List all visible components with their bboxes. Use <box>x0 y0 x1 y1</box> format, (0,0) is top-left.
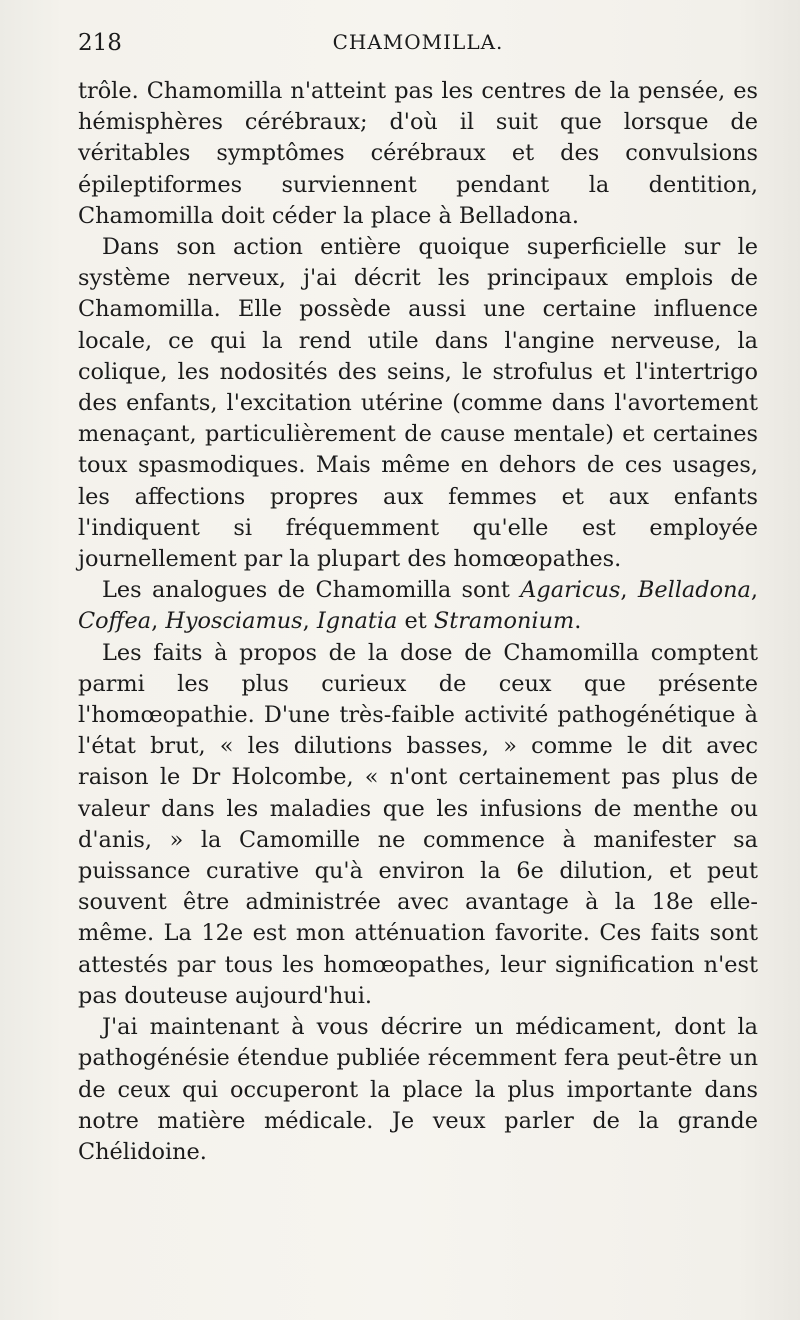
paragraph-3: Les faits à propos de la dose de Chamomilla comptent parmi les plus curieux de ceux que présente l'homœopathie. D'une très-faible activité pathogénétique à l'état brut, « les dilutions basses, » comme le dit avec raison le Dr Holcombe, « n'ont certainement pas plus de valeur dans les maladies que les infusions de menthe ou d'anis, » la Camomille ne commence à manifester sa puissance curative qu'à environ la 6e dilution, et peut souvent être administrée avec avantage à la 18e elle-même. La 12e est mon atténuation favorite. Ces faits sont attestés par tous les homœopathes, leur signification n'est pas douteuse aujourd'hui. <box>78 639 758 1009</box>
paragraph-4: J'ai maintenant à vous décrire un médicament, dont la pathogénésie étendue publiée récemment fera peut-être un de ceux qui occuperont la place la plus importante dans notre matière médicale. Je veux parler de la grande Chélidoine. <box>78 1014 758 1165</box>
paragraph-analogues: Les analogues de Chamomilla sont Agaricus, Belladona, Coffea, Hyosciamus, Ignatia et Stramonium. <box>78 577 758 635</box>
analogues-end: . <box>574 608 582 635</box>
page-header <box>78 30 758 64</box>
analogues-conj: et <box>404 608 427 635</box>
analogue-ignatia: Ignatia <box>316 608 398 635</box>
page-number: 218 <box>78 30 122 56</box>
running-title: CHAMOMILLA. <box>332 30 504 54</box>
paragraph-1: trôle. Chamomilla n'atteint pas les centres de la pensée, es hémisphères cérébraux; d'où il suit que lorsque de véritables symptômes cérébraux et des convulsions épileptiformes surviennent pendant la dentition, Chamomilla doit céder la place à Belladona. <box>78 78 758 229</box>
analogues-lead: Les analogues de Chamomilla sont <box>102 577 521 604</box>
analogue-hyosciamus: Hyosciamus <box>165 608 303 635</box>
analogue-coffea: Coffea <box>78 608 152 635</box>
analogue-agaricus: Agaricus <box>520 577 621 604</box>
paragraph-2: Dans son action entière quoique superficielle sur le système nerveux, j'ai décrit les principaux emplois de Chamomilla. Elle possède aussi une certaine influence locale, ce qui la rend utile dans l'angine nerveuse, la colique, les nodosités des seins, le strofulus et l'intertrigo des enfants, l'excitation utérine (comme dans l'avortement menaçant, particulièrement de cause mentale) et certaines toux spasmodiques. Mais même en dehors de ces usages, les affections propres aux femmes et aux enfants l'indiquent si fréquemment qu'elle est employée journellement par la plupart des homœopathes. <box>78 234 758 573</box>
body-text <box>78 76 758 1168</box>
analogue-stramonium: Stramonium <box>433 608 575 635</box>
analogue-belladona: Belladona <box>637 577 751 604</box>
